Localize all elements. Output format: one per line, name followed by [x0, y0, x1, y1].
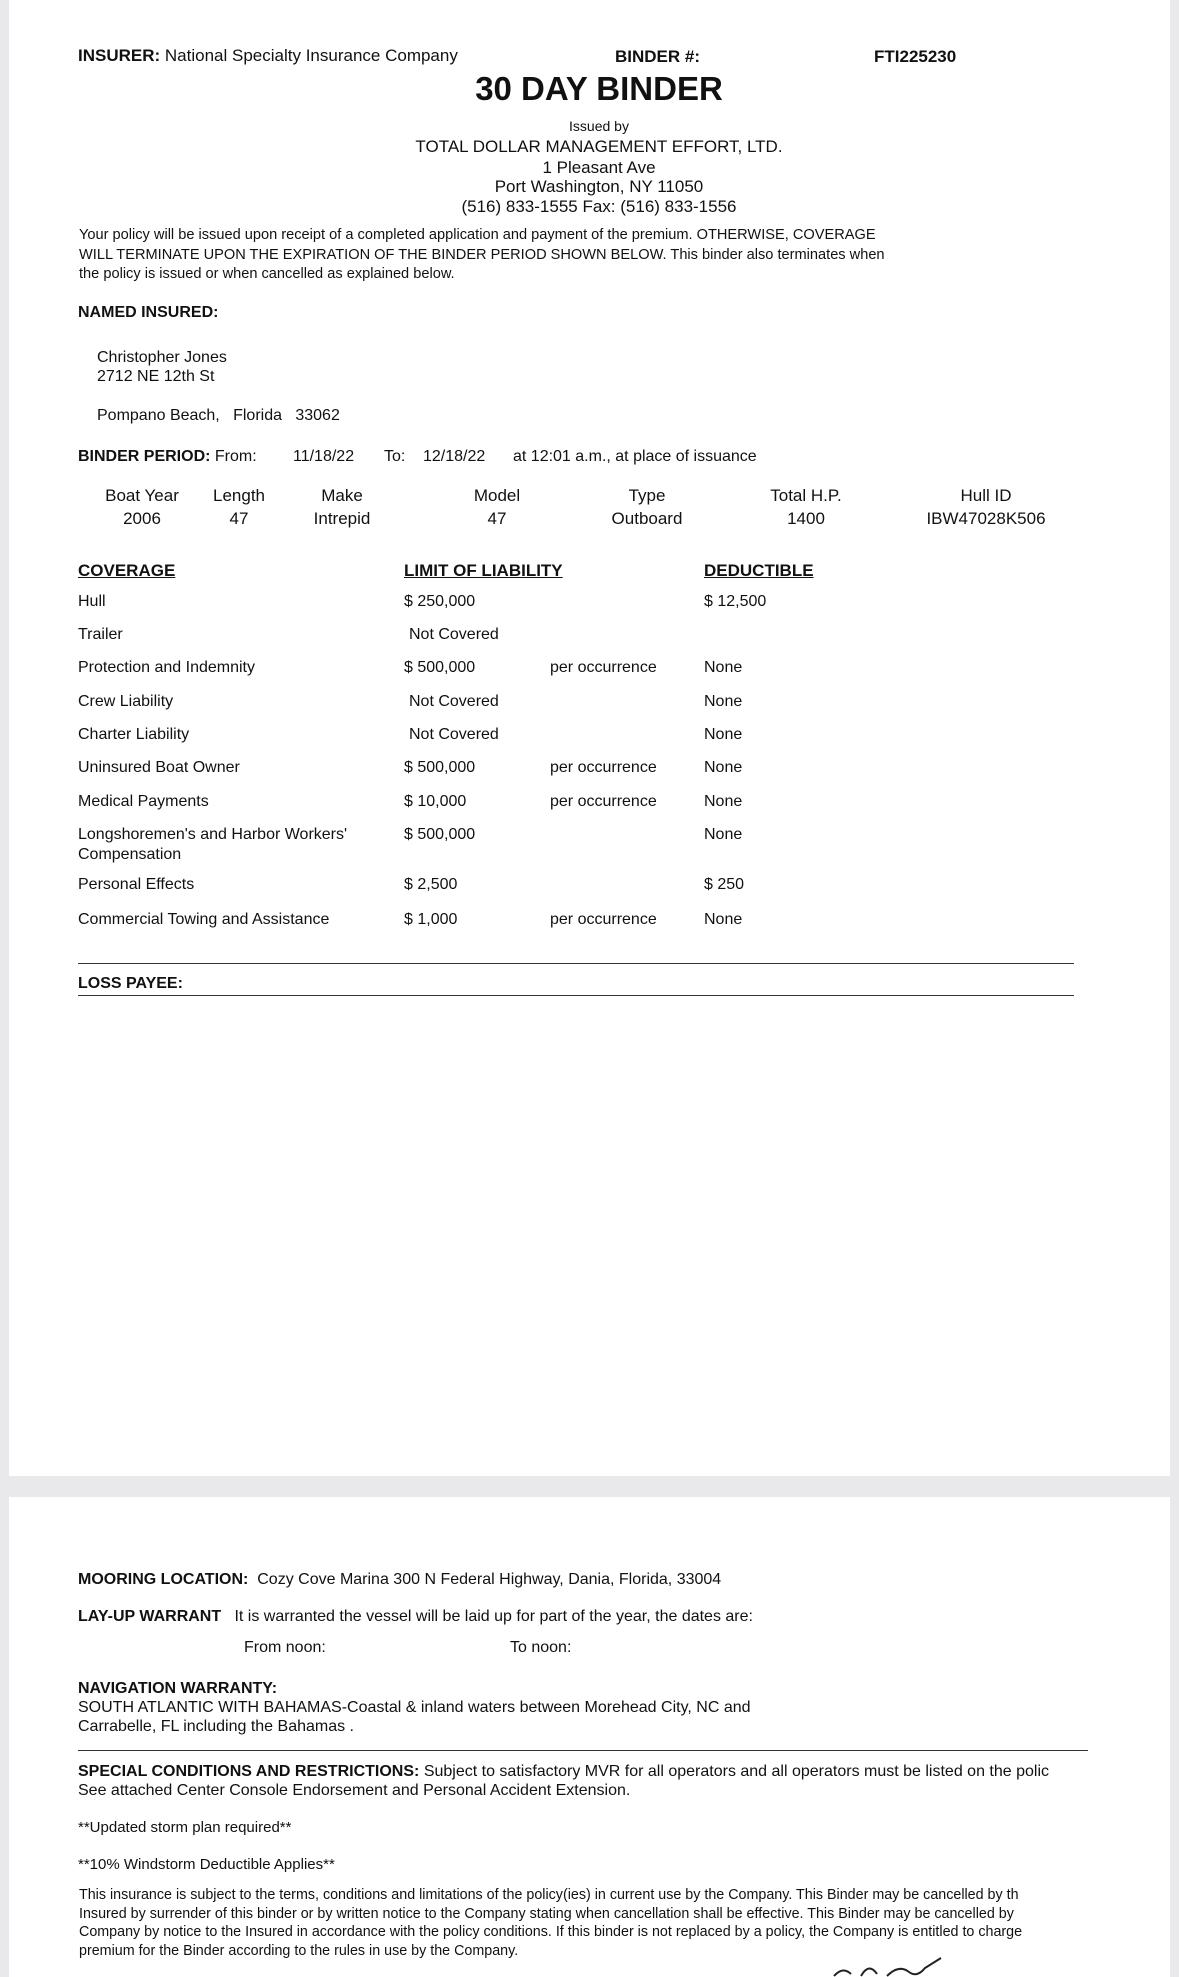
notice-line: WILL TERMINATE UPON THE EXPIRATION OF THE BINDER PERIOD SHOWN BELOW. This binder also terminates when: [79, 246, 885, 263]
special-conditions-text: Subject to satisfactory MVR for all operators and all operators must be listed on the polic: [423, 1763, 1050, 1780]
navigation-warranty-label: NAVIGATION WARRANTY:: [78, 1680, 278, 1697]
vessel-boat-year: 2006: [123, 509, 161, 528]
coverage-row-name: Compensation: [78, 846, 182, 863]
insured-name: Christopher Jones: [97, 349, 227, 366]
coverage-header: COVERAGE: [78, 561, 176, 580]
insured-state: Florida: [233, 407, 282, 424]
named-insured-label: NAMED INSURED:: [78, 304, 219, 321]
binder-number-label: BINDER #:: [615, 47, 701, 66]
binder-period-label: BINDER PERIOD:: [78, 448, 211, 465]
coverage-row-name: Medical Payments: [78, 793, 209, 810]
terms-line: Insured by surrender of this binder or by written notice to the Company stating when cancellation shall be effective. This Binder may be cancelled by: [79, 1905, 1014, 1922]
vessel-length: 47: [229, 509, 249, 528]
vessel-make: Intrepid: [313, 509, 371, 528]
issuer-name: TOTAL DOLLAR MANAGEMENT EFFORT, LTD.: [415, 137, 783, 156]
coverage-row-deductible: $ 250: [704, 876, 745, 893]
issued-by-label: Issued by: [569, 118, 629, 134]
insurer-label: INSURER:: [78, 46, 161, 65]
coverage-row-deductible: None: [704, 759, 743, 776]
layup-label: LAY-UP WARRANT: [78, 1608, 222, 1625]
coverage-row-name: Charter Liability: [78, 726, 190, 743]
coverage-row-limit: $ 2,500: [404, 876, 458, 893]
navigation-warranty-line: Carrabelle, FL including the Bahamas .: [78, 1718, 354, 1735]
coverage-row-limit: Not Covered: [409, 693, 499, 710]
coverage-row-basis: per occurrence: [550, 793, 657, 810]
vessel-header-hull-id: Hull ID: [960, 486, 1012, 505]
divider: [78, 995, 1074, 996]
coverage-row-name: Personal Effects: [78, 876, 195, 893]
binder-number: FTI225230: [874, 47, 957, 66]
terms-line: This insurance is subject to the terms, conditions and limitations of the policy(ies) in current use by the Company. This Binder may be cancelled by th: [79, 1887, 1019, 1903]
binder-page-2: [9, 1497, 1170, 1977]
terms-line: premium for the Binder according to the rules in use by the Company.: [79, 1942, 519, 1959]
layup-line: [78, 1608, 753, 1626]
special-conditions-label: SPECIAL CONDITIONS AND RESTRICTIONS:: [78, 1763, 420, 1780]
binder-period-line: [78, 448, 257, 466]
vessel-total-hp: 1400: [787, 509, 825, 528]
coverage-row-limit: $ 500,000: [404, 826, 476, 843]
coverage-row-deductible: None: [704, 793, 743, 810]
vessel-header-make: Make: [321, 486, 363, 505]
insured-street: 2712 NE 12th St: [97, 368, 215, 385]
navigation-warranty-line: SOUTH ATLANTIC WITH BAHAMAS-Coastal & inland waters between Morehead City, NC and: [78, 1699, 751, 1716]
coverage-row-basis: per occurrence: [550, 759, 657, 776]
divider: [78, 1750, 1088, 1751]
vessel-model: 47: [487, 509, 507, 528]
coverage-row-deductible: $ 12,500: [704, 593, 767, 610]
coverage-row-name: Hull: [78, 593, 106, 610]
coverage-row-basis: per occurrence: [550, 911, 657, 928]
coverage-row-name: Commercial Towing and Assistance: [78, 911, 330, 928]
coverage-row-limit: $ 1,000: [404, 911, 458, 928]
notice-line: the policy is issued or when cancelled as explained below.: [79, 266, 455, 282]
layup-to-noon: To noon:: [510, 1639, 572, 1656]
coverage-row-name: Trailer: [78, 626, 123, 643]
binder-period-to: 12/18/22: [423, 448, 486, 465]
insurer-name: National Specialty Insurance Company: [164, 46, 458, 65]
coverage-row-limit: $ 250,000: [404, 593, 476, 610]
issuer-address-line1: 1 Pleasant Ave: [542, 158, 656, 177]
vessel-header-length: Length: [213, 486, 265, 505]
loss-payee-label: LOSS PAYEE:: [78, 975, 183, 992]
coverage-row-basis: per occurrence: [550, 659, 657, 676]
binder-period-to-label: To:: [384, 448, 406, 465]
coverage-row-deductible: None: [704, 911, 743, 928]
signature: [829, 1952, 989, 1977]
insured-city: Pompano Beach,: [97, 407, 220, 424]
vessel-hull-id: IBW47028K506: [926, 509, 1046, 528]
coverage-row-deductible: None: [704, 826, 743, 843]
insured-city-line: [97, 407, 340, 425]
coverage-row-name: Longshoremen's and Harbor Workers': [78, 826, 348, 843]
layup-from-noon: From noon:: [244, 1639, 326, 1656]
layup-text: It is warranted the vessel will be laid up for part of the year, the dates are:: [234, 1608, 753, 1625]
mooring-label: MOORING LOCATION:: [78, 1571, 249, 1588]
terms-paragraph: [79, 1886, 1022, 1960]
special-conditions-line: [78, 1763, 1049, 1781]
coverage-row-deductible: None: [704, 693, 743, 710]
issuer-address-line2: Port Washington, NY 11050: [494, 177, 704, 196]
insurer-line: [78, 46, 458, 66]
coverage-row-limit: Not Covered: [409, 626, 499, 643]
vessel-type: Outboard: [611, 509, 683, 528]
coverage-row-deductible: None: [704, 659, 743, 676]
binder-period-from-label: From:: [214, 448, 257, 465]
coverage-row-limit: $ 500,000: [404, 759, 476, 776]
deductible-header: DEDUCTIBLE: [704, 561, 814, 580]
special-conditions-text: See attached Center Console Endorsement and Personal Accident Extension.: [78, 1782, 631, 1799]
binder-period-from: 11/18/22: [293, 448, 355, 465]
storm-plan-note: **Updated storm plan required**: [78, 1819, 292, 1836]
coverage-row-name: Protection and Indemnity: [78, 659, 255, 676]
coverage-row-deductible: None: [704, 726, 743, 743]
binder-page-1: [9, 0, 1170, 1476]
vessel-header-boat-year: Boat Year: [105, 486, 179, 505]
vessel-header-type: Type: [628, 486, 666, 505]
vessel-header-model: Model: [473, 486, 521, 505]
insured-zip: 33062: [295, 407, 340, 424]
coverage-row-limit: Not Covered: [409, 726, 499, 743]
issuer-phone: (516) 833-1555 Fax: (516) 833-1556: [461, 197, 737, 216]
terms-line: Company by notice to the Insured in accordance with the policy conditions. If this binder is not replaced by a policy, the Company is entitled to charge: [79, 1924, 1023, 1940]
coverage-row-name: Crew Liability: [78, 693, 174, 710]
vessel-header-total-hp: Total H.P.: [770, 486, 842, 505]
mooring-line: [78, 1571, 721, 1589]
binder-notice: [79, 226, 885, 285]
coverage-row-limit: $ 10,000: [404, 793, 467, 810]
windstorm-deductible-note: **10% Windstorm Deductible Applies**: [78, 1856, 335, 1873]
coverage-row-name: Uninsured Boat Owner: [78, 759, 240, 776]
document-title: 30 DAY BINDER: [475, 70, 723, 107]
coverage-row-limit: $ 500,000: [404, 659, 476, 676]
mooring-location: Cozy Cove Marina 300 N Federal Highway, Dania, Florida, 33004: [257, 1571, 722, 1588]
notice-line: Your policy will be issued upon receipt of a completed application and payment of the premium. OTHERWISE, COVERAGE: [79, 227, 876, 243]
divider: [78, 963, 1074, 964]
binder-period-time-note: at 12:01 a.m., at place of issuance: [513, 448, 757, 465]
limit-of-liability-header: LIMIT OF LIABILITY: [404, 561, 563, 580]
